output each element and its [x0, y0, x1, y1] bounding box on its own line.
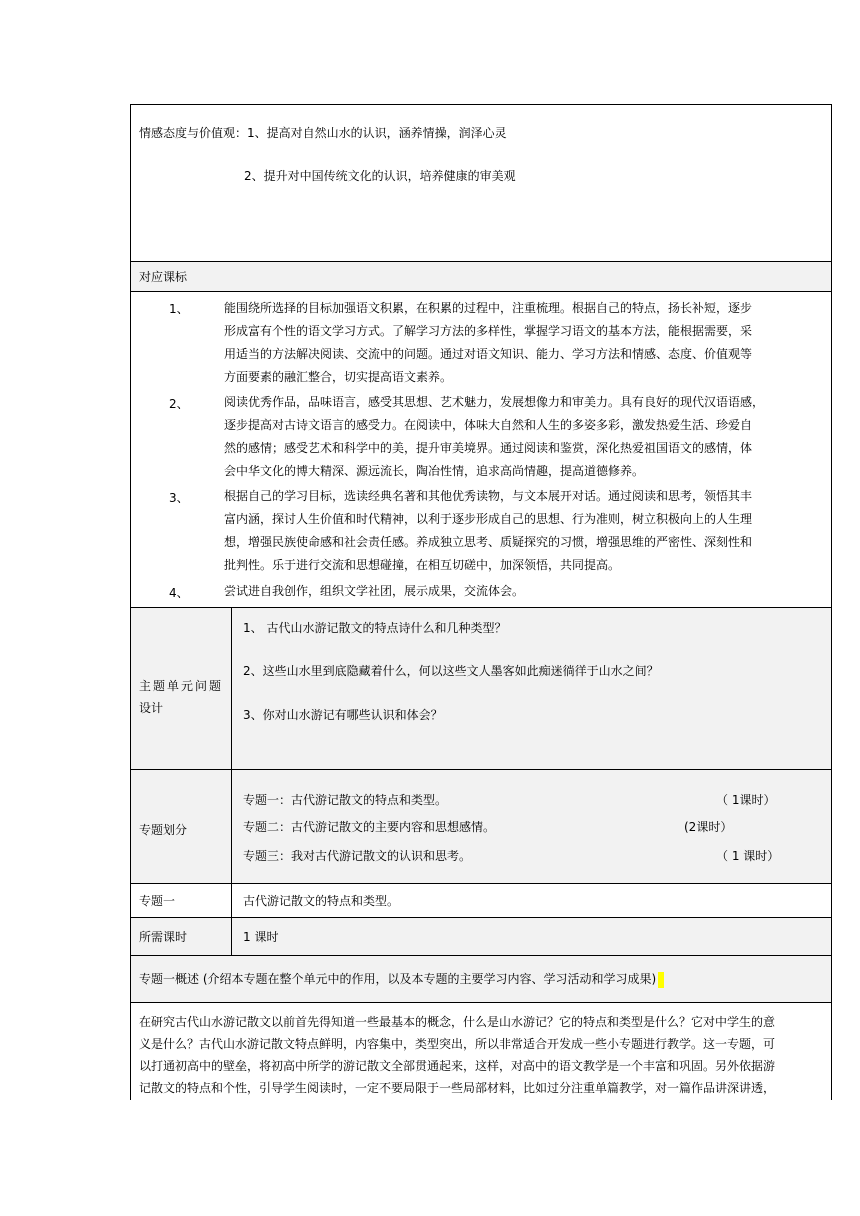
theme-questions-label-1: 主题单元问题 [139, 679, 224, 693]
standard-2-line: 逐步提高对古诗文语言的感受力。在阅读中，体味大自然和人生的多姿多彩，激发热爱生活、珍爱自 [224, 418, 753, 432]
overview-header [139, 971, 664, 988]
column-divider [231, 918, 232, 955]
question-3: 3、你对山水游记有哪些认识和体会？ [243, 708, 443, 722]
standards-header: 对应课标 [139, 270, 188, 284]
standard-3-text [224, 485, 824, 577]
standard-3-line: 批判性。乐于进行交流和思想碰撞，在相互切磋中，加深领悟，共同提高。 [224, 558, 621, 572]
standards-header-row [131, 262, 831, 292]
standard-3-line: 想，增强民族使命感和社会责任感。养成独立思考、质疑探究的习惯，增强思维的严密性、深刻性和 [224, 535, 753, 549]
standard-1-line: 用适当的方法解决阅读、交流中的问题。通过对语文知识、能力、学习方法和情感、态度、价值观等 [224, 347, 753, 361]
topic-1: 专题一：古代游记散文的特点和类型。 [243, 793, 448, 807]
standard-1-line: 形成富有个性的语文学习方式。了解学习方法的多样性，掌握学习语文的基本方法，能根据需要，采 [224, 324, 753, 338]
topic-2-hours: (2课时） [684, 820, 733, 834]
topic-division-label: 专题划分 [139, 823, 188, 837]
overview-header-row [131, 956, 831, 1003]
question-2: 2、这些山水里到底隐藏着什么，何以这些文人墨客如此痴迷徜徉于山水之间？ [243, 664, 659, 678]
emotion-values-row [131, 105, 831, 262]
standard-2-text [224, 391, 824, 483]
standard-3-line: 富内涵，探讨人生价值和时代精神，以利于逐步形成自己的思想、行为准则，树立积极向上的人生理 [224, 512, 753, 526]
overview-body-row [131, 1003, 831, 1100]
overview-line: 在研究古代山水游记散文以前首先得知道一些最基本的概念，什么是山水游记？它的特点和类型是什么？它对中学生的意 [139, 1015, 776, 1029]
hours-needed-label: 所需课时 [139, 930, 188, 944]
topic-3-hours: （ 1 课时） [716, 849, 780, 863]
theme-questions-label-2: 设计 [139, 701, 164, 715]
emotion-line-2: 2、提升对中国传统文化的认识，培养健康的审美观 [244, 169, 516, 183]
standard-1-text [224, 297, 824, 389]
standard-4-number: 4、 [169, 586, 189, 600]
overview-line: 义是什么？古代山水游记散文特点鲜明，内容集中，类型突出，所以非常适合开发成一些小专题进行教学。这一专题，可 [139, 1037, 776, 1051]
overview-text [139, 1011, 824, 1099]
lesson-plan-table [130, 104, 832, 1100]
standard-2-line: 然的感情；感受艺术和科学中的美，提升审美境界。通过阅读和鉴赏，深化热爱祖国语文的感情，体 [224, 441, 753, 455]
overview-line: 以打通初高中的壁垒，将初高中所学的游记散文全部贯通起来，这样，对高中的语文教学是一个丰富和巩固。另外依据游 [139, 1059, 776, 1073]
hours-needed-value: 1 课时 [243, 930, 279, 944]
topic-1-hours: （ 1课时） [716, 793, 776, 807]
standard-3-line: 根据自己的学习目标，选读经典名著和其他优秀读物，与文本展开对话。通过阅读和思考，领悟其丰 [224, 489, 753, 503]
standards-content-row [131, 292, 831, 608]
hours-needed-row [131, 918, 831, 956]
standard-2-line: 阅读优秀作品，品味语言，感受其思想、艺术魅力，发展想像力和审美力。具有良好的现代汉语语感， [224, 395, 765, 409]
question-1: 1、 古代山水游记散文的特点诗什么和几种类型？ [243, 621, 507, 635]
overview-header-text: 专题一概述 (介绍本专题在整个单元中的作用，以及本专题的主要学习内容、学习活动和学习成果) [139, 972, 657, 986]
column-divider [231, 770, 232, 883]
standard-3-number: 3、 [169, 491, 189, 505]
topic-2: 专题二：古代游记散文的主要内容和思想感情。 [243, 820, 496, 834]
emotion-line-1: 情感态度与价值观：1、提高对自然山水的认识，涵养情操，润泽心灵 [139, 126, 507, 140]
topic-one-row [131, 884, 831, 918]
topic-division-row [131, 770, 831, 884]
topic-one-label: 专题一 [139, 894, 176, 908]
column-divider [231, 608, 232, 769]
overview-line: 记散文的特点和个性，引导学生阅读时，一定不要局限于一些局部材料，比如过分注重单篇教学，对一篇作品讲深讲透， [139, 1081, 776, 1095]
standard-1-line: 能围绕所选择的目标加强语文积累，在积累的过程中，注重梳理。根据自己的特点，扬长补短，逐步 [224, 301, 753, 315]
topic-3: 专题三：我对古代游记散文的认识和思考。 [243, 849, 472, 863]
standard-2-line: 会中华文化的博大精深、源远流长，陶冶性情，追求高尚情趣，提高道德修养。 [224, 464, 645, 478]
standard-1-number: 1、 [169, 302, 189, 316]
standard-4-line: 尝试进自我创作，组织文学社团，展示成果，交流体会。 [224, 584, 525, 598]
standard-2-number: 2、 [169, 397, 189, 411]
standard-1-line: 方面要素的融汇整合，切实提高语文素养。 [224, 370, 453, 384]
topic-one-value: 古代游记散文的特点和类型。 [243, 894, 400, 908]
theme-questions-row [131, 608, 831, 770]
column-divider [231, 884, 232, 917]
highlight-mark [658, 972, 664, 988]
standard-4-text [224, 580, 824, 603]
